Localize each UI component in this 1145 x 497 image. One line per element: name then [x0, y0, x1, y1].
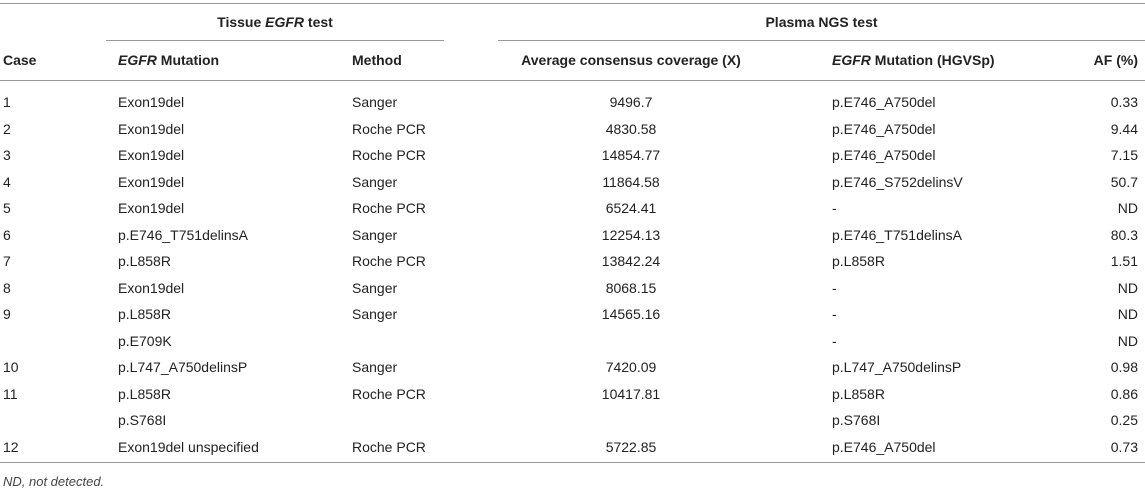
- af-cell: ND: [1117, 200, 1138, 216]
- tissue-group-prefix: Tissue: [217, 14, 266, 30]
- column-header-hgvsp-mutation: [832, 52, 995, 68]
- column-header-coverage: Average consensus coverage (X): [521, 52, 741, 68]
- tissue-mutation-cell: Exon19del: [118, 147, 185, 163]
- case-cell: 6: [3, 226, 11, 243]
- tissue-mutation-cell: Exon19del: [118, 94, 185, 110]
- coverage-cell: 5722.85: [605, 438, 657, 455]
- coverage-cell: 9496.7: [609, 94, 653, 110]
- tissue-mutation-cell: p.E746_T751delinsA: [118, 226, 248, 243]
- af-cell: ND: [1117, 332, 1138, 349]
- plasma-group-rule: [498, 40, 1145, 41]
- case-cell: 9: [3, 306, 11, 322]
- method-cell: Sanger: [352, 94, 398, 110]
- case-cell: 2: [3, 120, 11, 137]
- tissue-mutation-cell: p.L858R: [118, 253, 171, 269]
- af-cell: 7.15: [1110, 147, 1138, 163]
- af-cell: 0.98: [1110, 359, 1138, 375]
- method-cell: Sanger: [352, 359, 398, 375]
- method-cell: Sanger: [352, 173, 398, 190]
- hgvsp-mutation-cell: -: [832, 279, 837, 296]
- tissue-mutation-suffix: Mutation: [156, 52, 220, 68]
- case-cell: 11: [3, 385, 18, 402]
- tissue-mutation-cell: Exon19del: [118, 173, 185, 190]
- case-cell: 1: [3, 94, 11, 110]
- table-row: [0, 275, 1145, 302]
- coverage-cell: 13842.24: [601, 253, 661, 269]
- method-cell: Roche PCR: [352, 200, 426, 216]
- table-body: [0, 89, 1145, 460]
- hgvsp-mutation-cell: p.L858R: [832, 385, 885, 402]
- method-cell: Sanger: [352, 226, 398, 243]
- tissue-mutation-cell: p.S768I: [118, 412, 167, 428]
- table-row: [0, 89, 1145, 116]
- af-cell: 0.73: [1110, 438, 1138, 455]
- tissue-group-header: [106, 14, 444, 30]
- hgvsp-mutation-cell: -: [832, 306, 837, 322]
- column-header-method: Method: [352, 52, 402, 68]
- coverage-cell: 7420.09: [605, 359, 657, 375]
- tissue-mutation-gene: EGFR: [118, 52, 157, 68]
- method-cell: Roche PCR: [352, 147, 426, 163]
- tissue-group-rule: [106, 40, 444, 41]
- af-cell: 0.86: [1110, 385, 1138, 402]
- hgvsp-mutation-cell: p.E746_A750del: [832, 147, 936, 163]
- tissue-mutation-cell: Exon19del: [118, 200, 185, 216]
- case-cell: 7: [3, 253, 11, 269]
- af-cell: ND: [1117, 279, 1138, 296]
- plasma-group-header: Plasma NGS test: [765, 14, 878, 30]
- af-cell: 80.3: [1110, 226, 1138, 243]
- hgvsp-mutation-cell: p.E746_A750del: [832, 438, 936, 455]
- hgvsp-mutation-cell: -: [832, 200, 837, 216]
- hgvsp-mutation-cell: p.S768I: [832, 412, 881, 428]
- case-cell: 8: [3, 279, 11, 296]
- table-row: [0, 195, 1145, 222]
- tissue-group-gene: EGFR: [265, 14, 305, 30]
- af-cell: 0.33: [1110, 94, 1138, 110]
- column-header-case: Case: [3, 52, 37, 68]
- table-row: [0, 434, 1145, 461]
- tissue-mutation-cell: Exon19del unspecified: [118, 438, 259, 455]
- table-row: [0, 381, 1145, 408]
- af-cell: 50.7: [1110, 173, 1138, 190]
- table-row: [0, 248, 1145, 275]
- method-cell: Roche PCR: [352, 253, 426, 269]
- tissue-mutation-cell: Exon19del: [118, 120, 185, 137]
- tissue-mutation-cell: p.L858R: [118, 385, 171, 402]
- hgvsp-mutation-cell: p.E746_T751delinsA: [832, 226, 962, 243]
- method-cell: Roche PCR: [352, 438, 426, 455]
- case-cell: 5: [3, 200, 11, 216]
- table-row: [0, 142, 1145, 169]
- hgvsp-gene: EGFR: [832, 52, 871, 68]
- coverage-cell: 14854.77: [601, 147, 661, 163]
- af-cell: 9.44: [1110, 120, 1138, 137]
- table-row: [0, 407, 1145, 434]
- header-bottom-rule: [0, 80, 1145, 81]
- tissue-mutation-cell: p.L747_A750delinsP: [118, 359, 248, 375]
- table-row: [0, 328, 1145, 355]
- table-row: [0, 222, 1145, 249]
- hgvsp-mutation-cell: p.E746_A750del: [832, 120, 936, 137]
- coverage-cell: 8068.15: [605, 279, 657, 296]
- hgvsp-mutation-cell: -: [832, 332, 837, 349]
- coverage-cell: 11864.58: [602, 173, 660, 190]
- column-header-tissue-mutation: [118, 52, 219, 68]
- af-cell: 0.25: [1110, 412, 1138, 428]
- case-cell: 10: [3, 359, 19, 375]
- table-footnote: ND, not detected.: [3, 474, 105, 489]
- column-header-af: AF (%): [1093, 52, 1138, 68]
- table-row: [0, 301, 1145, 328]
- table-top-rule: [0, 3, 1145, 4]
- hgvsp-mutation-cell: p.E746_A750del: [832, 94, 936, 110]
- table-row: [0, 169, 1145, 196]
- table-bottom-rule: [0, 462, 1145, 463]
- tissue-mutation-cell: p.L858R: [118, 306, 171, 322]
- hgvsp-suffix: Mutation (HGVSp): [870, 52, 995, 68]
- hgvsp-mutation-cell: p.E746_S752delinsV: [832, 173, 963, 190]
- hgvsp-mutation-cell: p.L858R: [832, 253, 885, 269]
- case-cell: 3: [3, 147, 11, 163]
- coverage-cell: 6524.41: [605, 200, 657, 216]
- coverage-cell: 12254.13: [601, 226, 661, 243]
- af-cell: 1.51: [1110, 253, 1138, 269]
- method-cell: Sanger: [352, 279, 398, 296]
- case-cell: 4: [3, 173, 11, 190]
- method-cell: Sanger: [352, 306, 398, 322]
- tissue-mutation-cell: p.E709K: [118, 332, 172, 349]
- table-row: [0, 354, 1145, 381]
- tissue-mutation-cell: Exon19del: [118, 279, 185, 296]
- coverage-cell: 14565.16: [601, 306, 661, 322]
- tissue-group-suffix: test: [304, 14, 333, 30]
- method-cell: Roche PCR: [352, 385, 426, 402]
- af-cell: ND: [1117, 306, 1138, 322]
- case-cell: 12: [3, 438, 19, 455]
- method-cell: Roche PCR: [352, 120, 426, 137]
- table-row: [0, 116, 1145, 143]
- coverage-cell: 4830.58: [605, 120, 657, 137]
- hgvsp-mutation-cell: p.L747_A750delinsP: [832, 359, 962, 375]
- coverage-cell: 10417.81: [601, 385, 661, 402]
